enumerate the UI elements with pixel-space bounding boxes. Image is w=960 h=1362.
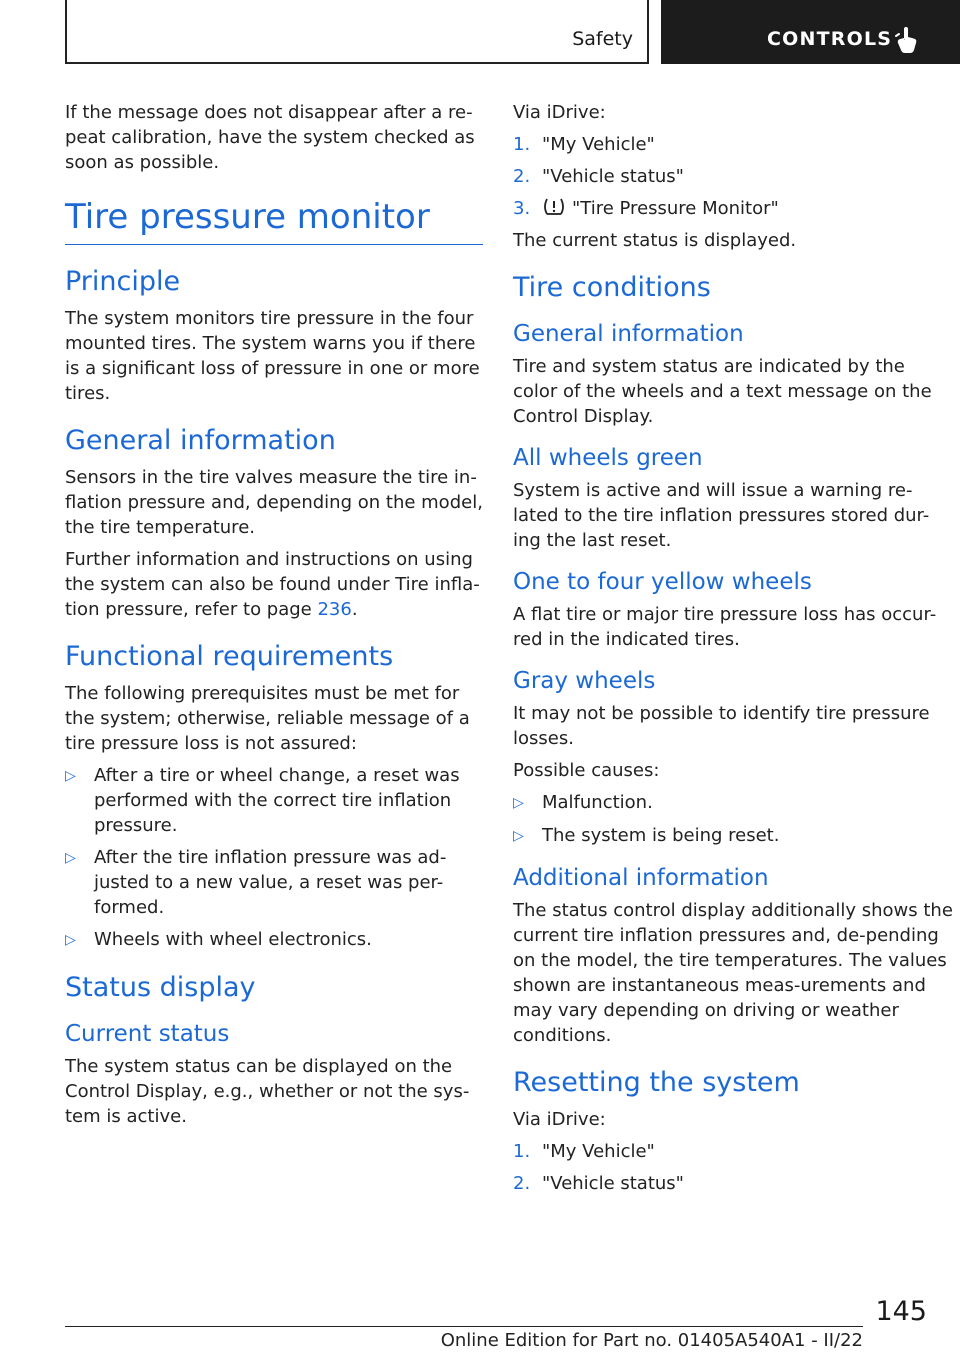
step-text: "Vehicle status": [542, 1173, 684, 1194]
footer-edition: Online Edition for Part no. 01405A540A1 - II/22: [440, 1330, 863, 1351]
step-text: "My Vehicle": [542, 134, 655, 155]
header-section-box: [65, 0, 649, 64]
functional-requirements-text: The following prerequisites must be met for the system; otherwise, reliable message of a tire pressure loss is not assured:: [65, 683, 470, 754]
current-status-heading: Current status: [65, 1021, 230, 1047]
list-item: [65, 927, 483, 953]
status-displayed-text: The current status is displayed.: [513, 230, 797, 251]
list-item-text: After the tire inflation pressure was ad-justed to a new value, a reset was per-formed.: [94, 847, 447, 918]
step-number: 2.: [513, 166, 531, 187]
possible-causes-label: Possible causes:: [513, 760, 660, 781]
list-item-text: Malfunction.: [542, 792, 653, 813]
triangle-bullet-icon: ▷: [513, 828, 524, 844]
step-number: 1.: [513, 1141, 531, 1162]
list-item: [513, 1139, 953, 1164]
reset-steps: [513, 1139, 953, 1196]
list-item: [513, 196, 953, 221]
list-item-text: Wheels with wheel electronics.: [94, 929, 372, 950]
hand-pointer-icon: [895, 26, 919, 54]
triangle-bullet-icon: ▷: [65, 850, 76, 866]
gray-wheels-text: It may not be possible to identify tire pressure losses.: [513, 703, 930, 749]
requirements-list: [65, 763, 483, 953]
general-info-p2: [65, 547, 483, 622]
yellow-wheels-heading: One to four yellow wheels: [513, 569, 812, 595]
tire-conditions-heading: Tire conditions: [513, 272, 711, 303]
idrive-steps: [513, 132, 953, 221]
reset-via-idrive-label: Via iDrive:: [513, 1109, 606, 1130]
all-green-text: System is active and will issue a warning re-lated to the tire inflation pressures stored dur-ing the last reset.: [513, 480, 930, 551]
list-item: [513, 132, 953, 157]
header-chapter-title: CONTROLS: [767, 28, 893, 50]
general-info-p1: Sensors in the tire valves measure the tire in-flation pressure and, depending on the model, the tire temperature.: [65, 467, 483, 538]
principle-text: The system monitors tire pressure in the four mounted tires. The system warns you if there is a significant loss of pressure in one or more tires.: [65, 308, 480, 404]
step-number: 1.: [513, 134, 531, 155]
principle-heading: Principle: [65, 266, 181, 297]
chapter-heading: Tire pressure monitor: [65, 195, 483, 245]
via-idrive-label: Via iDrive:: [513, 102, 606, 123]
general-info-heading: General information: [65, 425, 336, 456]
all-green-heading: All wheels green: [513, 445, 703, 471]
tire-pressure-warning-icon: [542, 197, 566, 217]
left-column: [65, 100, 483, 1136]
conditions-general-text: Tire and system status are indicated by the color of the wheels and a text message on the Control Display.: [513, 356, 932, 427]
list-item: [65, 763, 483, 838]
step-text: "Tire Pressure Monitor": [572, 198, 779, 219]
conditions-general-heading: General information: [513, 321, 744, 347]
causes-list: [513, 790, 953, 849]
footer-divider: [65, 1326, 863, 1327]
page-reference-link[interactable]: 236: [317, 599, 352, 620]
list-item: [513, 790, 953, 816]
list-item: [513, 1171, 953, 1196]
step-number: 2.: [513, 1173, 531, 1194]
current-status-text: The system status can be displayed on the Control Display, e.g., whether or not the sys-tem is active.: [65, 1056, 470, 1127]
list-item: [513, 823, 953, 849]
resetting-heading: Resetting the system: [513, 1067, 800, 1098]
triangle-bullet-icon: ▷: [513, 795, 524, 811]
status-display-heading: Status display: [65, 972, 256, 1003]
gray-wheels-heading: Gray wheels: [513, 668, 656, 694]
additional-info-text: The status control display additionally shows the current tire inflation pressures and, de-pending on the model, the tire temperatures. The values shown are instantaneous meas-urements and may vary depending on driving or weather conditions.: [513, 900, 953, 1046]
header-chapter-box: [661, 0, 960, 64]
yellow-wheels-text: A flat tire or major tire pressure loss has occur-red in the indicated tires.: [513, 604, 937, 650]
header-section-title: Safety: [572, 28, 633, 50]
step-number: 3.: [513, 198, 531, 219]
step-text: "My Vehicle": [542, 1141, 655, 1162]
general-info-p2-end: .: [351, 599, 358, 620]
right-column: [513, 100, 953, 1203]
additional-info-heading: Additional information: [513, 865, 769, 891]
step-text: "Vehicle status": [542, 166, 684, 187]
triangle-bullet-icon: ▷: [65, 768, 76, 784]
functional-requirements-heading: Functional requirements: [65, 641, 394, 672]
triangle-bullet-icon: ▷: [65, 932, 76, 948]
list-item: [65, 845, 483, 920]
page-number: 145: [875, 1296, 927, 1327]
intro-paragraph: If the message does not disappear after a re-peat calibration, have the system checked as soon as possible.: [65, 102, 475, 173]
list-item-text: After a tire or wheel change, a reset was performed with the correct tire inflation pressure.: [94, 765, 460, 836]
step-content: [542, 196, 779, 221]
general-info-p2-text: Further information and instructions on using the system can also be found under Tire infla-tion pressure, refer to page: [65, 549, 480, 620]
list-item-text: The system is being reset.: [542, 825, 780, 846]
list-item: [513, 164, 953, 189]
